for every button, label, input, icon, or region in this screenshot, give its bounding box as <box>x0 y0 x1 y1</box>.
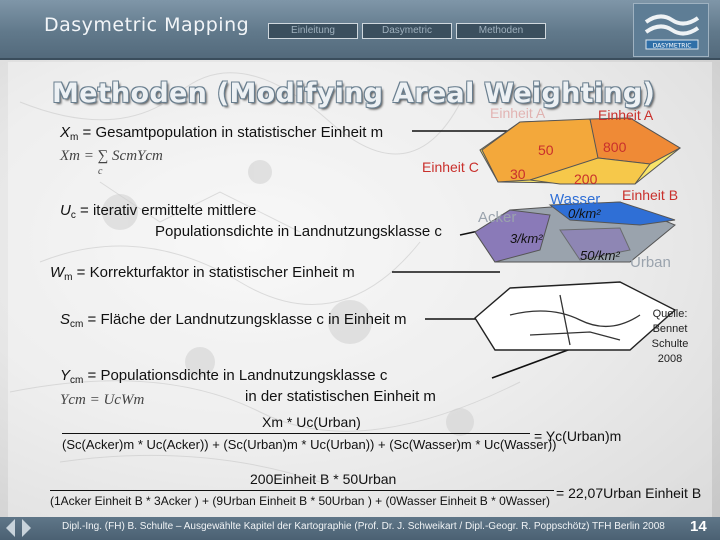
tab-dasymetric[interactable]: Dasymetric <box>362 23 452 39</box>
page-number: 14 <box>690 518 707 535</box>
def-uc-line1: = iterativ ermittelte mittlere <box>75 202 257 219</box>
def-uc-sub: c <box>70 210 76 221</box>
def-uc-symbol: U <box>60 202 71 219</box>
def-ycm-symbol: Y <box>60 367 71 384</box>
def-scm-text: = Fläche der Landnutzungsklasse c in Einheit m <box>83 311 407 328</box>
source-line3: Schulte <box>651 338 689 350</box>
fraction1-numerator: Xm * Uc(Urban) <box>262 414 361 430</box>
fraction2-result: = 22,07Urban Einheit B <box>556 485 702 501</box>
footer-text: Dipl.-Ing. (FH) B. Schulte – Ausgewählte Kapitel der Kartographie (Prof. Dr. J. Schweikart / Dipl.-Geogr. R. Poppschötz) TFH Berlin 2008 <box>62 521 665 532</box>
fraction2-numerator: 200Einheit B * 50Urban <box>250 471 397 487</box>
def-wm-symbol: W <box>50 264 65 281</box>
def-wm-sub: m <box>64 272 73 283</box>
def-ycm-line1: = Populationsdichte in Landnutzungsklasse c <box>83 367 388 384</box>
footer-bar <box>0 517 720 540</box>
fraction2-denominator: (1Acker Einheit B * 3Acker ) + (9Urban Einheit B * 50Urban ) + (0Wasser Einheit B * 0Wasser) <box>50 494 550 508</box>
svg-text:DASYMETRIC: DASYMETRIC <box>652 42 692 50</box>
def-ycm-line2: in der statistischen Einheit m <box>245 388 436 405</box>
label-acker-density: 3/km² <box>510 231 543 246</box>
app-title: Dasymetric Mapping <box>44 14 250 36</box>
formula-xm-index: c <box>98 166 103 177</box>
label-val-200: 200 <box>574 171 598 187</box>
fraction2-line <box>50 490 554 491</box>
def-xm-sub: m <box>70 132 79 143</box>
label-einheit-c: Einheit C <box>422 159 479 175</box>
prev-slide-icon[interactable] <box>6 519 15 537</box>
label-einheit-b: Einheit B <box>622 187 679 203</box>
def-scm-sub: cm <box>70 319 84 330</box>
formula-ycm: Ycm = UcWm <box>60 392 145 408</box>
label-val-50: 50 <box>538 142 554 158</box>
label-val-800: 800 <box>603 139 627 155</box>
label-urban: Urban <box>630 254 671 271</box>
def-xm-symbol: X <box>60 124 71 141</box>
label-urban-density: 50/km² <box>580 248 620 263</box>
tab-einleitung[interactable]: Einleitung <box>268 23 358 39</box>
label-einheit-a: Einheit A <box>598 107 654 123</box>
fraction1-denominator: (Sc(Acker)m * Uc(Acker)) + (Sc(Urban)m * Uc(Urban)) + (Sc(Wasser)m * Uc(Wasser)) <box>62 437 557 452</box>
source-line2: Bennet <box>652 323 688 335</box>
source-citation <box>640 307 700 367</box>
formula-xm: Xm = ∑ ScmYcm <box>60 148 163 164</box>
source-line1: Quelle: <box>652 308 688 320</box>
fraction1-result: = Yc(Urban)m <box>534 428 622 444</box>
tab-methoden[interactable]: Methoden <box>456 23 546 39</box>
def-ycm-sub: cm <box>70 375 84 386</box>
def-uc-line2: Populationsdichte in Landnutzungsklasse c <box>155 223 442 240</box>
label-val-30: 30 <box>510 166 526 182</box>
def-xm-text: = Gesamtpopulation in statistischer Einheit m <box>78 124 384 141</box>
slide-title: Methoden (Modifying Areal Weighting) <box>52 78 656 109</box>
source-line4: 2008 <box>657 353 683 365</box>
label-einheit-a-faded: Einheit A <box>490 105 546 121</box>
label-wasser-density: 0/km² <box>568 206 601 221</box>
label-wasser: Wasser <box>550 191 601 208</box>
next-slide-icon[interactable] <box>22 519 31 537</box>
fraction1-line <box>62 433 530 434</box>
def-wm-text: = Korrekturfaktor in statistischer Einheit m <box>72 264 355 281</box>
def-scm-symbol: S <box>60 311 71 328</box>
label-acker: Acker <box>478 209 517 226</box>
